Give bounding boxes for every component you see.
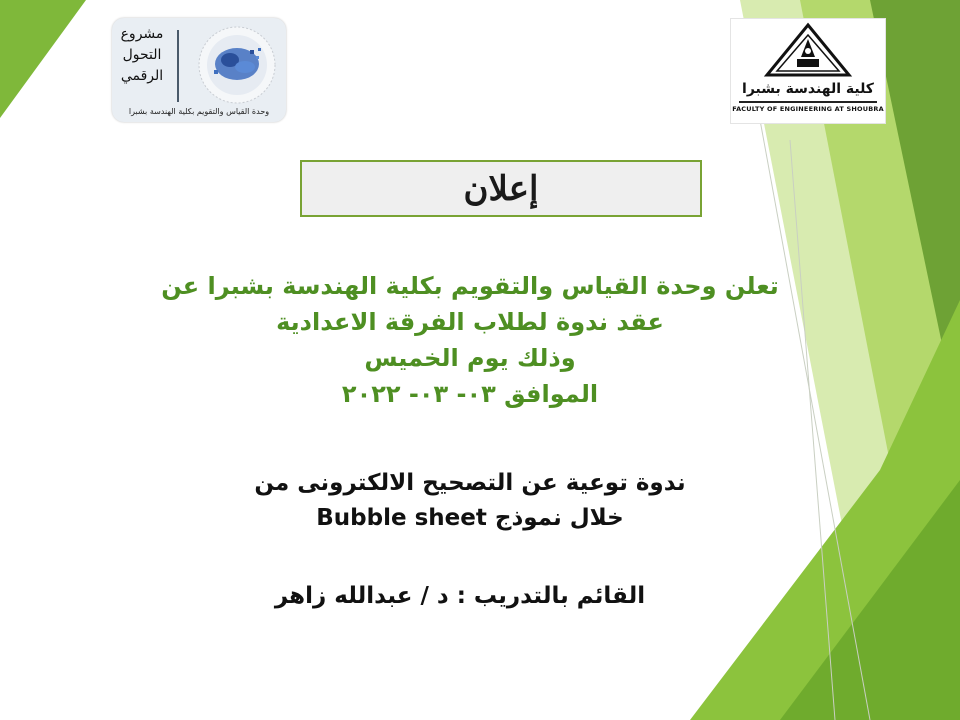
announcement-date: الموافق ٠٣- ٠٣- ٢٠٢٢ — [341, 380, 599, 408]
seminar-line-1: ندوة توعية عن التصحيح الالكترونى من — [254, 470, 686, 496]
seminar-topic — [60, 466, 880, 536]
announcement-line-3: وذلك يوم الخميس — [364, 344, 576, 372]
faculty-name-english: FACULTY OF ENGINEERING AT SHOUBRA — [732, 105, 884, 113]
faculty-rule — [739, 101, 877, 103]
trainer-name: القائم بالتدريب : د / عبدالله زاهر — [274, 583, 646, 609]
announcement-body — [60, 268, 880, 412]
faculty-name-arabic: كلية الهندسة بشبرا — [742, 81, 874, 97]
faculty-emblem-icon — [761, 21, 855, 81]
top-left-triangle — [0, 0, 86, 118]
seminar-line-2: خلال نموذج Bubble sheet — [316, 505, 624, 531]
announcement-title-box — [300, 160, 702, 217]
logo-divider — [177, 30, 179, 102]
unit-caption: وحدة القياس والتقويم بكلية الهندسة بشبرا — [128, 107, 270, 116]
project-line-3: الرقمي — [120, 68, 164, 84]
announcement-line-2: عقد ندوة لطلاب الفرقة الاعدادية — [276, 308, 664, 336]
project-name — [112, 24, 172, 87]
project-line-1: مشروع — [120, 26, 164, 42]
digital-transformation-logo — [112, 18, 286, 122]
announcement-line-1: تعلن وحدة القياس والتقويم بكلية الهندسة بشبرا عن — [161, 272, 779, 300]
announcement-title: إعلان — [463, 168, 539, 209]
digital-brain-icon — [192, 22, 282, 108]
project-line-2: التحول — [122, 47, 162, 63]
faculty-logo — [730, 18, 886, 124]
